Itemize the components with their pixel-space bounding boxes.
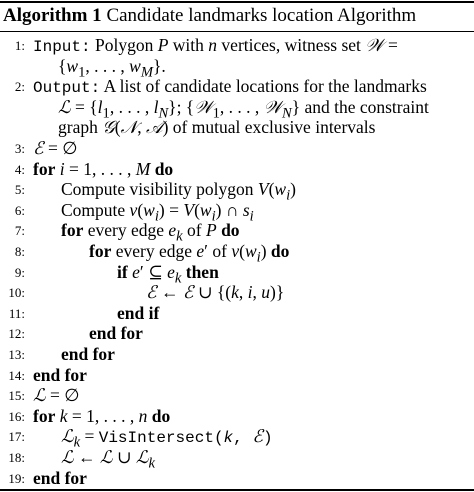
line-text: Output: A list of candidate locations for the landmarks (33, 76, 427, 98)
line-number: 4: (14, 161, 25, 177)
line-number: 15: (8, 388, 25, 404)
algorithm-line (0, 384, 474, 407)
line-text: ℒ ← ℒ ∪ ℒ$_k$ (61, 447, 155, 472)
algorithm-line (0, 75, 474, 98)
line-text: Input: Polygon P with n vertices, witness set 𝒲 = (33, 35, 398, 56)
line-number: 9: (14, 264, 25, 280)
line-number: 17: (8, 429, 25, 445)
line-number: 7: (14, 223, 25, 239)
line-text: graph 𝒢(𝒩, 𝒜) of mutual exclusive intervals (58, 117, 376, 139)
line-text: ℒ = {$l_1$, . . . , $l_N$}; {𝒲$_1$, . . . , 𝒲$_N$} and the constraint (58, 96, 429, 122)
algorithm-line (0, 467, 474, 490)
line-number: 11: (8, 305, 25, 321)
line-number: 3: (14, 141, 25, 156)
line-text: ℰ = ∅ (33, 138, 78, 159)
algorithm-line (0, 302, 474, 325)
line-number: 19: (8, 470, 25, 486)
algorithm-line (0, 219, 474, 245)
line-number: 6: (14, 202, 25, 218)
algorithm-line (0, 158, 474, 181)
line-number: 14: (8, 367, 25, 383)
caption-rule (0, 31, 474, 32)
caption-title: Candidate landmarks location Algorithm (106, 5, 417, 26)
algorithm-line (0, 343, 474, 366)
algorithm-line (0, 199, 474, 225)
algorithm-line (0, 137, 474, 160)
bottom-rule (0, 489, 474, 491)
algorithm-line (0, 446, 474, 472)
line-text: end if (117, 302, 160, 323)
line-number: 8: (14, 244, 25, 259)
line-text: ℰ ← ℰ ∪ {(k, i, u)} (146, 282, 285, 304)
line-text: end for (33, 467, 87, 488)
algorithm-line (0, 55, 474, 81)
line-text: end for (89, 323, 143, 344)
top-rule (0, 1, 474, 3)
algorithm-line (0, 116, 474, 139)
line-number: 1: (14, 38, 25, 53)
algorithm-line (0, 34, 474, 57)
caption-label: Algorithm 1 (3, 5, 102, 26)
line-text: Compute visibility polygon $V(w_i)$ (61, 179, 296, 204)
algorithm-line (0, 364, 474, 387)
algorithm-line (0, 425, 474, 451)
algorithm-line (0, 281, 474, 304)
line-number: 13: (8, 347, 25, 362)
line-number: 18: (8, 450, 25, 465)
line-text: if e′ ⊆ $e_k$ then (117, 261, 219, 287)
line-number: 10: (8, 285, 25, 301)
line-number: 16: (8, 408, 25, 424)
algorithm-line (0, 322, 474, 345)
line-text: Compute $v(w_i) = V(w_i)$ ∩ $s_i$ (61, 199, 254, 225)
algorithm-line (0, 240, 474, 266)
line-text: for every edge $e_k$ of P do (61, 220, 240, 245)
algorithm-caption (3, 5, 416, 27)
line-text: for k = 1, . . . , n do (33, 405, 171, 426)
line-text: for every edge e′ of $v(w_i)$ do (89, 241, 290, 266)
line-text: ℒ = ∅ (33, 385, 80, 407)
algorithm-line (0, 261, 474, 287)
line-text: ℒ$_k$ = VisIntersect(k, ℰ) (61, 426, 273, 451)
algorithm-line (0, 96, 474, 122)
algorithm-line (0, 405, 474, 428)
line-text: end for (33, 364, 87, 385)
line-number: 12: (8, 326, 25, 342)
line-text: {$w_1$, . . . , $w_M$}. (58, 55, 166, 81)
line-number: 2: (14, 79, 25, 95)
line-number: 5: (14, 182, 25, 198)
line-text: for i = 1, . . . , M do (33, 158, 174, 179)
algorithm-line (0, 178, 474, 204)
line-text: end for (61, 344, 115, 364)
